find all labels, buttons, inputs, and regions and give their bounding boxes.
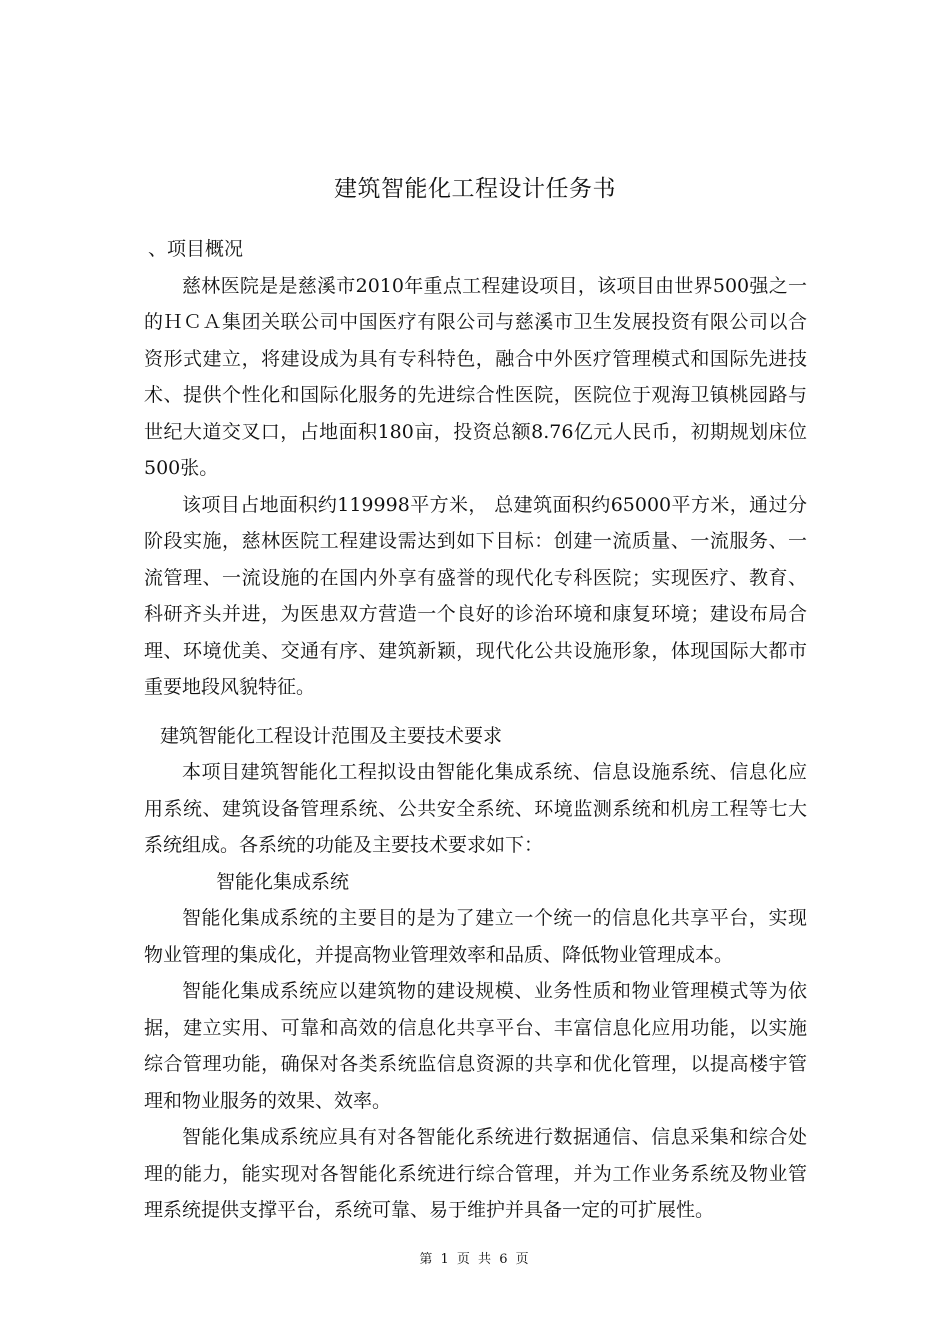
- section-heading-overview: 、项目概况: [148, 238, 244, 260]
- section-heading-scope: 建筑智能化工程设计范围及主要技术要求: [160, 724, 503, 747]
- paragraph-integration-3: 智能化集成系统应具有对各智能化系统进行数据通信、信息采集和综合处理的能力，能实现对各智能化系统进行综合管理，并为工作业务系统及物业管理系统提供支撑平台，系统可靠、易于维护并具备一定的可扩展性。: [144, 1126, 807, 1221]
- document-title: 建筑智能化工程设计任务书: [334, 176, 616, 202]
- paragraph-scope-1: 本项目建筑智能化工程拟设由智能化集成系统、信息设施系统、信息化应用系统、建筑设备管理系统、公共安全系统、环境监测系统和机房工程等七大系统组成。各系统的功能及主要技术要求如下：: [144, 761, 807, 856]
- paragraph-integration-1: 智能化集成系统的主要目的是为了建立一个统一的信息化共享平台，实现物业管理的集成化，并提高物业管理效率和品质、降低物业管理成本。: [144, 907, 807, 966]
- paragraph-overview-2: 该项目占地面积约119998平方米， 总建筑面积约65000平方米，通过分阶段实施，慈林医院工程建设需达到如下目标：创建一流质量、一流服务、一流管理、一流设施的在国内外享有盛誉的现代化专科医院；实现医疗、教育、科研齐头并进，为医患双方营造一个良好的诊治环境和康复环境；建设布局合理、环境优美、交通有序、建筑新颖，现代化公共设施形象，体现国际大都市重要地段风貌特征。: [144, 493, 807, 698]
- subsection-heading-integration: 智能化集成系统: [216, 870, 350, 893]
- document-body: [144, 231, 807, 1229]
- page-footer: 第 1 页 共 6 页: [419, 1252, 531, 1267]
- paragraph-integration-2: 智能化集成系统应以建筑物的建设规模、业务性质和物业管理模式等为依据，建立实用、可靠和高效的信息化共享平台、丰富信息化应用功能，以实施综合管理功能，确保对各类系统监信息资源的共享和优化管理，以提高楼宇管理和物业服务的效果、效率。: [144, 980, 807, 1112]
- paragraph-overview-1: 慈林医院是是慈溪市2010年重点工程建设项目，该项目由世界500强之一的ＨＣＡ集团关联公司中国医疗有限公司与慈溪市卫生发展投资有限公司以合资形式建立，将建设成为具有专科特色，融合中外医疗管理模式和国际先进技术、提供个性化和国际化服务的先进综合性医院，医院位于观海卫镇桃园路与世纪大道交叉口，占地面积180亩，投资总额8.76亿元人民币，初期规划床位500张。: [144, 274, 807, 479]
